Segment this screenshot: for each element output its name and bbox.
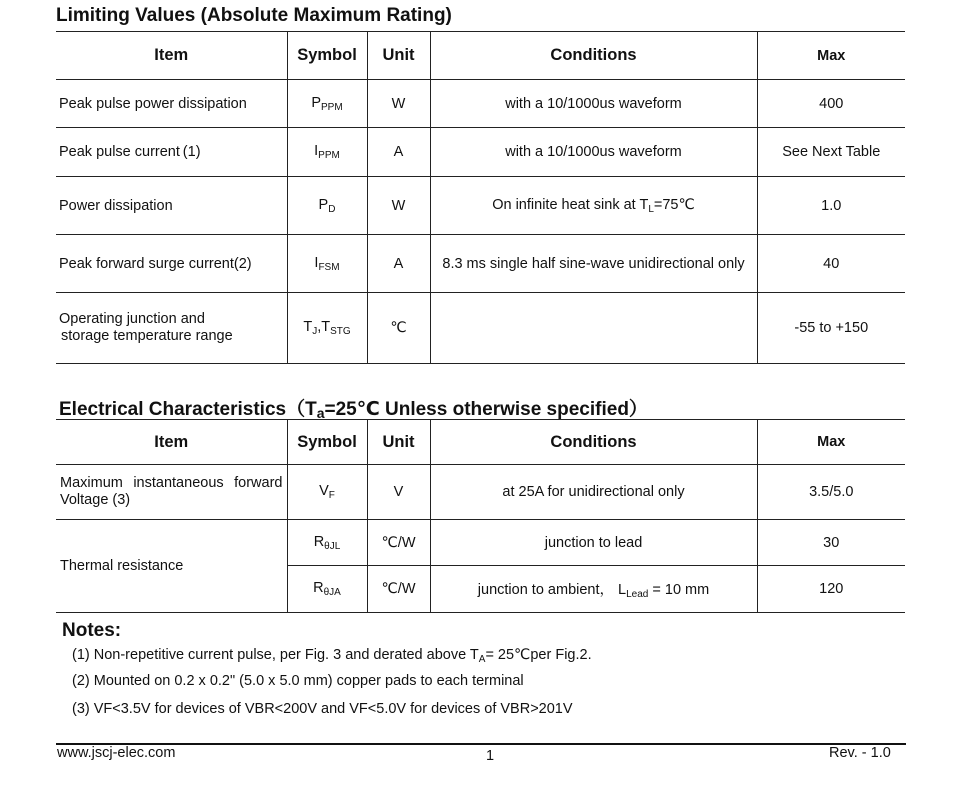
unit-cell: ℃ (367, 293, 430, 364)
item-cell: Operating junction and storage temperature range (56, 293, 287, 364)
max-cell: See Next Table (757, 128, 905, 177)
header-unit: Unit (367, 420, 430, 465)
symbol-cell: $I_{PPM}$ (287, 128, 367, 177)
max-cell: 120 (757, 566, 905, 613)
table-row (56, 235, 905, 293)
header-symbol: Symbol (287, 420, 367, 465)
table-row (56, 177, 905, 235)
unit-cell: W (367, 177, 430, 235)
symbol-cell: $P_D$ (287, 177, 367, 235)
footer-revision: Rev. - 1.0 (829, 745, 891, 761)
max-cell: 40 (757, 235, 905, 293)
table-header-row (56, 420, 905, 465)
symbol-cell: $T_J,T_{STG}$ (287, 293, 367, 364)
note-3: (3) VF<3.5V for devices of VBR<200V and VF<5.0V for devices of VBR>201V (72, 701, 573, 717)
table-row (56, 520, 905, 566)
symbol-cell: $P_{PPM}$ (287, 80, 367, 128)
max-cell: 30 (757, 520, 905, 566)
item-cell: Peak forward surge current(2) (56, 235, 287, 293)
footer-page-number: 1 (486, 748, 495, 764)
conditions-cell: 8.3 ms single half sine-wave unidirectional only (430, 235, 757, 293)
table-row (56, 80, 905, 128)
header-conditions: Conditions (430, 32, 757, 80)
header-unit: Unit (367, 32, 430, 80)
note-2: (2) Mounted on 0.2 x 0.2" (5.0 x 5.0 mm) copper pads to each terminal (72, 673, 524, 689)
header-item: Item (56, 32, 287, 80)
table-row (56, 465, 905, 520)
symbol-cell: $R_{\theta JL}$ (287, 520, 367, 566)
footer-website: www.jscj-elec.com (57, 745, 176, 761)
max-cell: 400 (757, 80, 905, 128)
table-row (56, 293, 905, 364)
header-symbol: Symbol (287, 32, 367, 80)
limiting-values-title: Limiting Values (Absolute Maximum Rating) (56, 5, 452, 26)
header-item: Item (56, 420, 287, 465)
header-max: Max (757, 420, 905, 465)
conditions-cell: at 25A for unidirectional only (430, 465, 757, 520)
max-cell: -55 to +150 (757, 293, 905, 364)
footer-divider (56, 743, 906, 745)
conditions-cell: On infinite heat sink at $T_L=75℃$ (430, 177, 757, 235)
electrical-characteristics-table (56, 419, 905, 613)
conditions-cell: junction to lead (430, 520, 757, 566)
symbol-cell: $V_F$ (287, 465, 367, 520)
header-conditions: Conditions (430, 420, 757, 465)
unit-cell: A (367, 128, 430, 177)
max-cell: 3.5/5.0 (757, 465, 905, 520)
limiting-values-table (56, 31, 905, 364)
conditions-cell: with a 10/1000us waveform (430, 128, 757, 177)
item-cell: Power dissipation (56, 177, 287, 235)
item-cell: Maximum instantaneous forward Voltage (3) (56, 465, 287, 520)
max-cell: 1.0 (757, 177, 905, 235)
header-max: Max (757, 32, 905, 80)
notes-title: Notes: (62, 620, 122, 641)
symbol-cell: $R_{\theta JA}$ (287, 566, 367, 613)
unit-cell: ℃/W (367, 566, 430, 613)
unit-cell: A (367, 235, 430, 293)
item-cell: Peak pulse power dissipation (56, 80, 287, 128)
symbol-cell: $I_{FSM}$ (287, 235, 367, 293)
conditions-cell: junction to ambient， $L_{Lead} = 10$ mm (430, 566, 757, 613)
electrical-characteristics-title: Electrical $Characteristics(T_a=25℃$ Unless otherwise specified） (59, 399, 648, 421)
item-cell: Thermal resistance (56, 520, 287, 613)
unit-cell: W (367, 80, 430, 128)
conditions-cell (430, 293, 757, 364)
table-header-row (56, 32, 905, 80)
unit-cell: ℃/W (367, 520, 430, 566)
conditions-cell: with a 10/1000us waveform (430, 80, 757, 128)
note-1: (1) Non-repetitive current pulse, per Fig. 3 and derated above $T_A=$ 25℃per Fig.2. (72, 647, 592, 665)
unit-cell: V (367, 465, 430, 520)
item-cell: Peak pulse current (1) (56, 128, 287, 177)
table-row (56, 128, 905, 177)
